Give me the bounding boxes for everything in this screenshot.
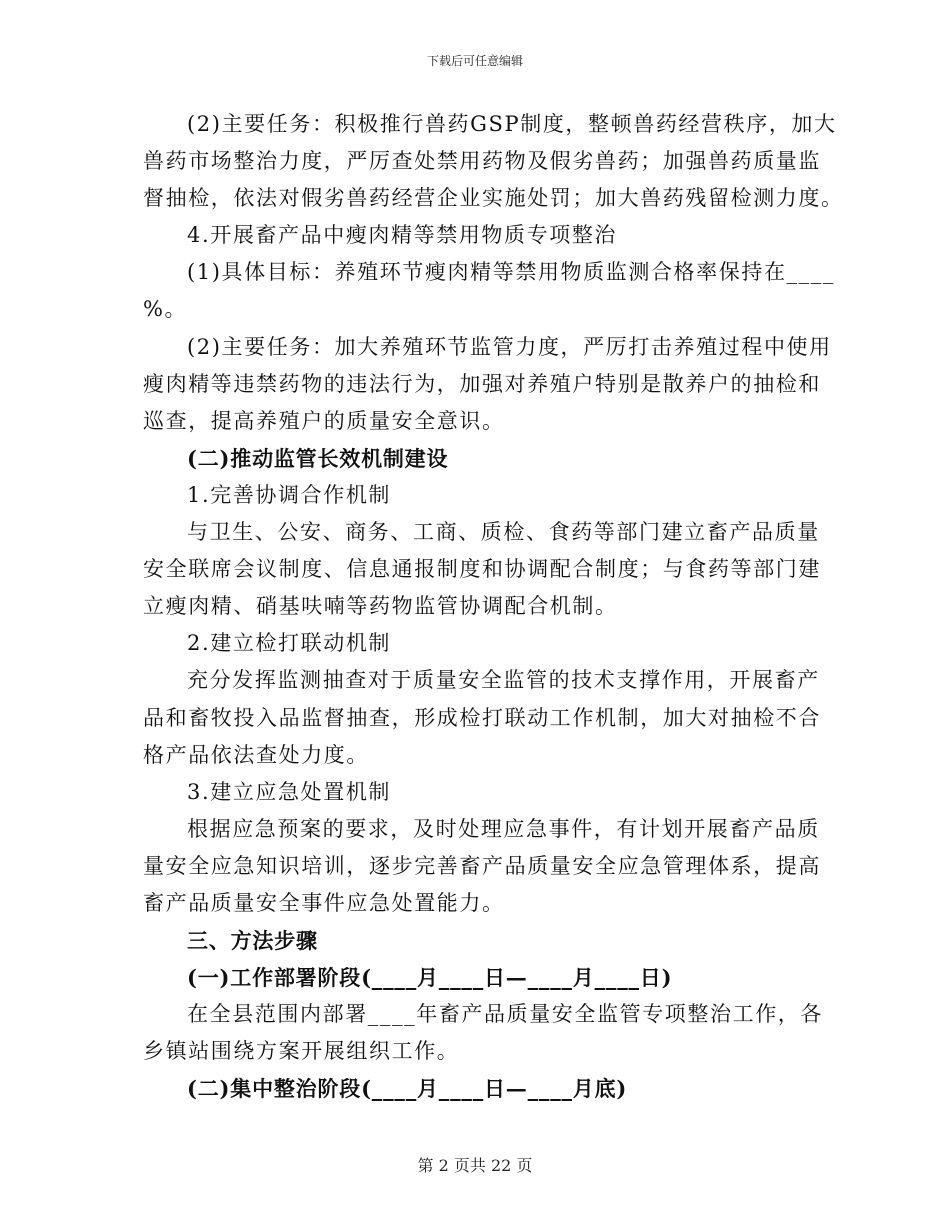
text-line: 充分发挥监测抽查对于质量安全监管的技术支撑作用，开展畜产: [187, 668, 820, 693]
document-body: [143, 106, 844, 1108]
text-line: 与卫生、公安、商务、工商、质检、食药等部门建立畜产品质量: [187, 520, 820, 545]
page-header: 下载后可任意编辑: [426, 54, 523, 68]
page-footer: 第 2 页共 22 页: [417, 1156, 533, 1175]
text-line: (2)主要任务：积极推行兽药GSP制度，整顿兽药经营秩序，加大: [187, 112, 837, 136]
text-line: 品和畜牧投入品监督抽查，形成检打联动工作机制，加大对抽检不合: [143, 705, 821, 730]
section-heading: (二)集中整治阶段(____月____日—____月底): [187, 1076, 628, 1102]
section-heading: (一)工作部署阶段(____月____日—____月____日): [187, 965, 673, 991]
text-line: %。: [143, 297, 188, 322]
text-line: 巡查，提高养殖户的质量安全意识。: [143, 408, 505, 433]
text-line: 量安全应急知识培训，逐步完善畜产品质量安全应急管理体系，提高: [143, 853, 821, 878]
text-line: (2)主要任务：加大养殖环节监管力度，严厉打击养殖过程中使用: [187, 334, 832, 359]
text-line: 乡镇站围绕方案开展组织工作。: [143, 1039, 460, 1064]
text-line: 3.建立应急处置机制: [187, 779, 392, 804]
text-line: (1)具体目标：养殖环节瘦肉精等禁用物质监测合格率保持在____: [187, 260, 835, 285]
text-line: 畜产品质量安全事件应急处置能力。: [143, 890, 505, 915]
text-line: 根据应急预案的要求，及时处理应急事件，有计划开展畜产品质: [187, 816, 820, 841]
text-line: 督抽检，依法对假劣兽药经营企业实施处罚；加大兽药残留检测力度。: [143, 186, 844, 211]
text-line: 4.开展畜产品中瘦肉精等禁用物质专项整治: [187, 223, 618, 248]
text-line: 1.完善协调合作机制: [187, 482, 392, 507]
text-line: 格产品依法查处力度。: [143, 742, 369, 767]
section-heading: (二)推动监管长效机制建设: [187, 445, 449, 471]
text-line: 2.建立检打联动机制: [187, 631, 392, 656]
text-line: 瘦肉精等违禁药物的违法行为，加强对养殖户特别是散养户的抽检和: [143, 371, 821, 396]
text-line: 在全县范围内部署____年畜产品质量安全监管专项整治工作，各: [187, 1002, 823, 1027]
text-line: 安全联席会议制度、信息通报制度和协调配合制度；与食药等部门建: [143, 557, 821, 582]
text-line: 兽药市场整治力度，严厉查处禁用药物及假劣兽药；加强兽药质量监: [143, 149, 821, 174]
text-line: 立瘦肉精、硝基呋喃等药物监管协调配合机制。: [143, 594, 618, 619]
section-heading: 三、方法步骤: [187, 928, 318, 954]
